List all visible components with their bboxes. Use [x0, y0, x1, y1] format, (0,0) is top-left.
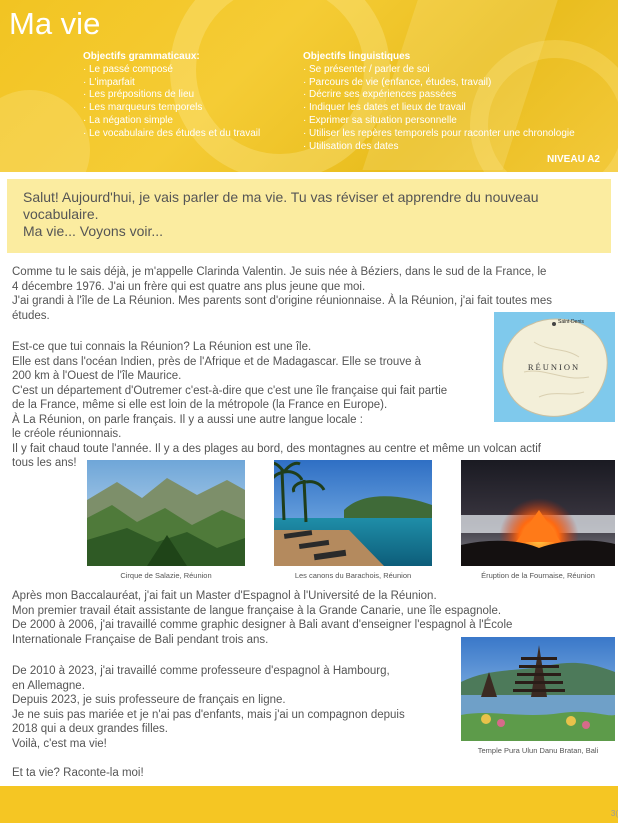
intro-line: vocabulaire. [23, 206, 99, 222]
page-number: 3( [610, 809, 618, 818]
reunion-map [494, 312, 615, 422]
text-line: J'ai grandi à l'île de La Réunion. Mes parents sont d'origine réunionnaise. À la Réunion, j'ai fait toutes mes [12, 295, 553, 307]
grammar-item: · Les marqueurs temporels [83, 102, 260, 115]
linguistic-item: · Utiliser les repères temporels pour raconter une chronologie [303, 128, 575, 141]
text-line: C'est un département d'Outremer c'est-à-dire que c'est une île française qui fait partie [12, 384, 448, 397]
text-line: 2018 qui a deux grandes filles. [12, 723, 168, 735]
level-badge: NIVEAU A2 [547, 154, 600, 165]
header-decoration [0, 90, 90, 172]
grammar-item: · Les prépositions de lieu [83, 89, 260, 102]
text-line: Est-ce que tui connais la Réunion? La Réunion est une île. [12, 341, 312, 353]
grammar-item: · Le vocabulaire des études et du travail [83, 128, 260, 141]
grammar-objectives [83, 51, 260, 141]
intro-line: Salut! Aujourd'hui, je vais parler de ma vie. Tu vas réviser et apprendre du nouveau [23, 189, 539, 205]
map-town-label: Saint-Denis [558, 319, 584, 325]
text-line: Depuis 2023, je suis professeure de français en ligne. [12, 694, 286, 706]
text-line: Mon premier travail était assistante de langue française à la Grande Canarie, une île espagnole. [12, 604, 502, 617]
linguistic-item: · Décrire ses expériences passées [303, 89, 575, 102]
linguistic-item: · Utilisation des dates [303, 141, 575, 154]
text-line: Voilà, c'est ma vie! [12, 737, 107, 750]
photo-barachois [274, 460, 432, 566]
paragraph-present [12, 664, 457, 751]
text-line: De 2000 à 2006, j'ai travaillé comme graphic designer à Bali avant d'enseigner l'espagnol à l'École [12, 619, 513, 631]
intro-box [7, 179, 611, 253]
page-footer [0, 786, 618, 823]
text-line: Il y fait chaud toute l'année. Il y a des plages au bord, des montagnes au centre et même un volcan actif [12, 442, 541, 455]
photo-salazie [87, 460, 245, 566]
page-title: Ma vie [9, 6, 101, 41]
text-line: Comme tu le sais déjà, je m'appelle Clarinda Valentin. Je suis née à Béziers, dans le sud de la France, le [12, 266, 547, 278]
text-line: Je ne suis pas mariée et je n'ai pas d'enfants, mais j'ai un compagnon depuis [12, 708, 405, 721]
linguistic-item: · Se présenter / parler de soi [303, 64, 575, 77]
closing-question: Et ta vie? Raconte-la moi! [12, 767, 144, 779]
text-line: De 2010 à 2023, j'ai travaillé comme professeure d'espagnol à Hambourg, [12, 665, 390, 677]
text-line: Elle est dans l'océan Indien, près de l'Afrique et de Madagascar. Elle se trouve à [12, 355, 422, 368]
grammar-item: · La négation simple [83, 115, 260, 128]
text-line: Internationale Française de Bali pendant trois ans. [12, 633, 269, 646]
text-line: tous les ans! [12, 457, 77, 469]
text-line: 4 décembre 1976. J'ai un frère qui est quatre ans plus jeune que moi. [12, 280, 366, 293]
text-line: le créole réunionnais. [12, 428, 122, 440]
text-line: 200 km à l'Ouest de l'île Maurice. [12, 370, 182, 382]
text-line: en Allemagne. [12, 679, 85, 692]
photo-fournaise [461, 460, 615, 566]
text-line: Après mon Baccalauréat, j'ai fait un Master d'Espagnol à l'Université de la Réunion. [12, 590, 437, 602]
map-illustration [494, 312, 615, 422]
text-line: de la France, même si elle est loin de la métropole (la France en Europe). [12, 399, 388, 411]
linguistic-item: · Exprimer sa situation personnelle [303, 115, 575, 128]
text-line: études. [12, 309, 50, 322]
linguistic-objectives [303, 51, 575, 153]
grammar-item: · Le passé composé [83, 64, 260, 77]
linguistic-item: · Indiquer les dates et lieux de travail [303, 102, 575, 115]
text-line: À La Réunion, on parle français. Il y a aussi une autre langue locale : [12, 413, 363, 426]
caption-temple: Temple Pura Ulun Danu Bratan, Bali [477, 746, 599, 755]
caption-fournaise: Éruption de la Fournaise, Réunion [481, 571, 595, 580]
linguistic-item: · Parcours de vie (enfance, études, travail) [303, 77, 575, 90]
intro-line: Ma vie... Voyons voir... [23, 223, 164, 239]
caption-salazie: Cirque de Salazie, Réunion [120, 571, 212, 580]
page-header [0, 0, 618, 172]
photo-temple [461, 637, 615, 741]
linguistic-objectives-title: Objectifs linguistiques [303, 51, 411, 62]
grammar-objectives-title: Objectifs grammaticaux: [83, 51, 200, 62]
map-label: RÉUNION [527, 362, 581, 372]
caption-barachois: Les canons du Barachois, Réunion [294, 571, 412, 580]
grammar-item: · L'imparfait [83, 77, 260, 90]
